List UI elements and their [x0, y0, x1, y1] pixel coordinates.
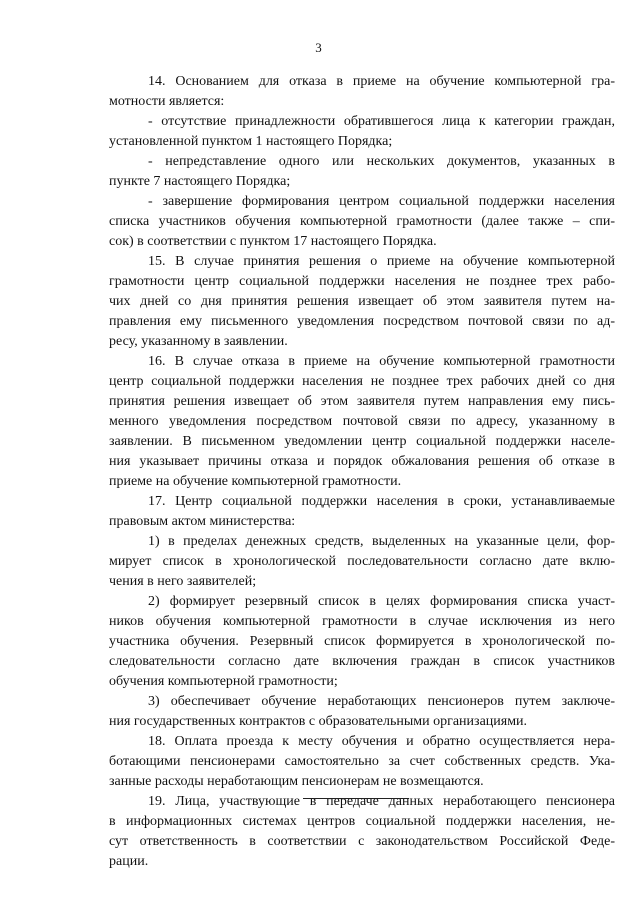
- text-line: обучения компьютерной грамотности;: [109, 674, 338, 689]
- text-line: установленной пунктом 1 настоящего Порядка;: [109, 134, 393, 149]
- text-line: - непредставление одного или нескольких документов, указанных в: [148, 154, 615, 169]
- text-line: мирует список в хронологической последовательности согласно дате вклю-: [109, 554, 615, 569]
- text-line: правления ему письменного уведомления посредством почтовой связи по ад-: [109, 314, 615, 329]
- text-line: грамотности центр социальной поддержки населения не позднее трех рабо-: [109, 274, 615, 289]
- text-line: 15. В случае принятия решения о приеме на обучение компьютерной: [148, 254, 615, 269]
- text-line: 16. В случае отказа в приеме на обучение компьютерной грамотности: [148, 354, 615, 369]
- text-line: - завершение формирования центром социальной поддержки населения: [148, 194, 615, 209]
- text-line: занные расходы неработающим пенсионерам не возмещаются.: [109, 774, 484, 789]
- text-line: ния указывает причины отказа и порядок обжалования решения об отказе в: [109, 454, 615, 469]
- text-line: 3) обеспечивает обучение неработающих пенсионеров путем заключе-: [148, 694, 615, 709]
- text-line: сут ответственность в соответствии с законодательством Российской Феде-: [109, 834, 615, 849]
- text-line: приеме на обучение компьютерной грамотности.: [109, 474, 402, 489]
- text-line: чения в него заявителей;: [109, 574, 257, 589]
- page-number: 3: [315, 40, 322, 55]
- text-line: следовательности согласно дате включения граждан в список участников: [109, 654, 615, 669]
- text-line: 1) в пределах денежных средств, выделенных на указанные цели, фор-: [148, 534, 615, 549]
- text-line: - отсутствие принадлежности обратившегося лица к категории граждан,: [148, 114, 615, 129]
- text-line: 17. Центр социальной поддержки населения в сроки, устанавливаемые: [148, 494, 615, 509]
- text-line: центр социальной поддержки населения не позднее трех рабочих дней со дня: [109, 374, 615, 389]
- text-line: в информационных системах центров социальной поддержки населения, не-: [109, 814, 615, 829]
- text-line: ния государственных контрактов с образовательными организациями.: [109, 714, 528, 729]
- text-line: правовым актом министерства:: [109, 514, 296, 529]
- text-line: ботающими пенсионерами самостоятельно за счет собственных средств. Ука-: [109, 754, 615, 769]
- text-line: заявлении. В письменном уведомлении центр социальной поддержки населе-: [109, 434, 615, 449]
- text-line: ресу, указанному в заявлении.: [109, 334, 288, 349]
- end-separator-line: [303, 798, 409, 799]
- text-line: чих дней со дня принятия решения извещает об этом заявителя путем на-: [109, 294, 615, 309]
- text-line: 19. Лица, участвующие в передаче данных неработающего пенсионера: [148, 794, 615, 809]
- text-line: принятия решения извещает об этом заявителя путем направления ему пись-: [109, 394, 615, 409]
- text-line: менного уведомления посредством почтовой связи по адресу, указанному в: [109, 414, 615, 429]
- text-line: пункте 7 настоящего Порядка;: [109, 174, 291, 189]
- text-line: ников обучения компьютерной грамотности в случае исключения из него: [109, 614, 615, 629]
- text-line: 2) формирует резервный список в целях формирования списка участ-: [148, 594, 615, 609]
- text-line: сок) в соответствии с пунктом 17 настоящего Порядка.: [109, 234, 437, 249]
- text-line: участника обучения. Резервный список формируется в хронологической по-: [109, 634, 615, 649]
- text-line: мотности является:: [109, 94, 225, 109]
- text-line: рации.: [109, 854, 149, 869]
- document-body: [109, 72, 615, 872]
- text-line: списка участников обучения компьютерной грамотности (далее также – спи-: [109, 214, 615, 229]
- text-line: 14. Основанием для отказа в приеме на обучение компьютерной гра-: [148, 74, 615, 89]
- text-line: 18. Оплата проезда к месту обучения и обратно осуществляется нера-: [148, 734, 615, 749]
